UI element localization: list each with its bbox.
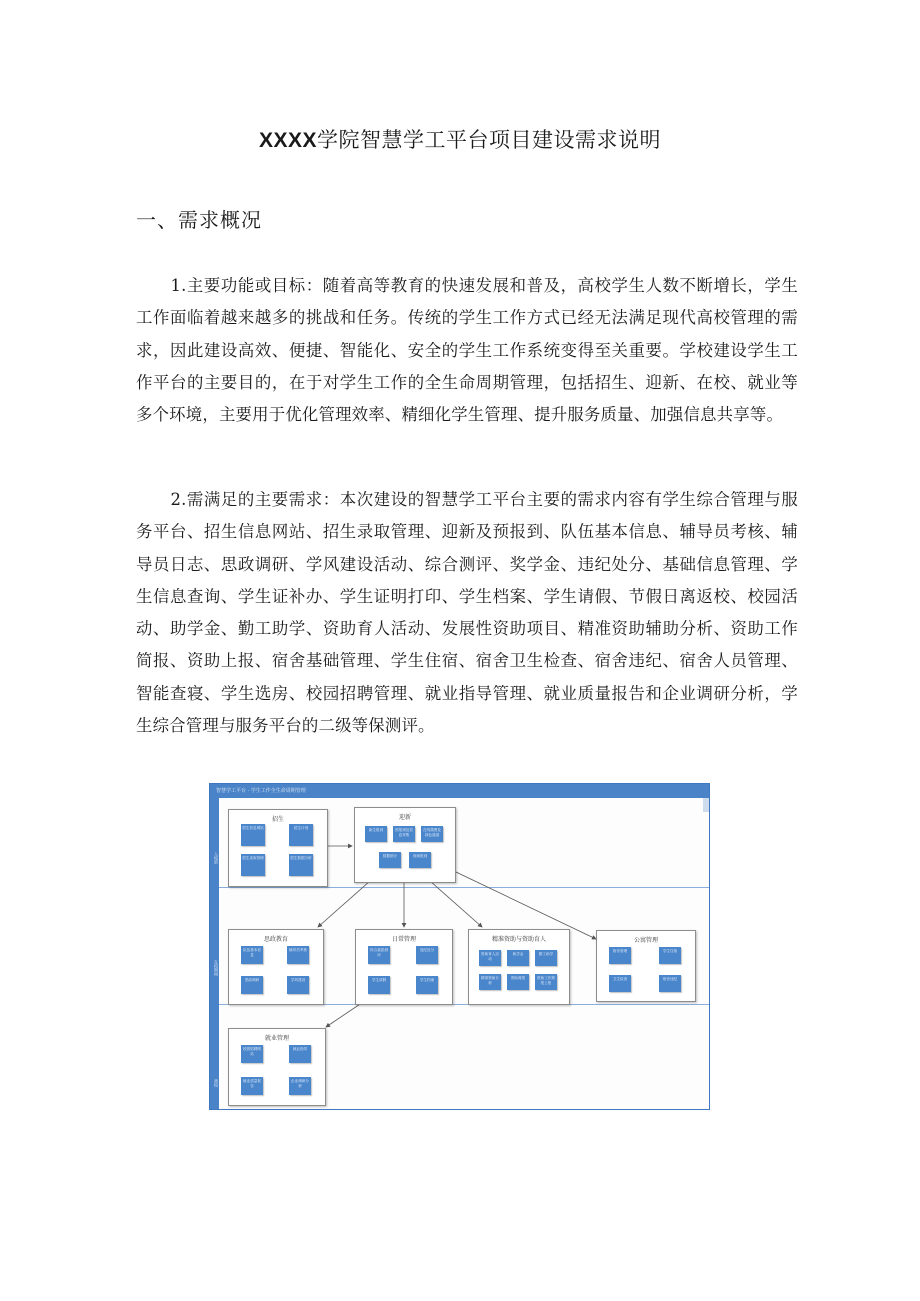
- module-box[interactable]: 综合素质测评: [368, 946, 390, 964]
- document-title-code: XXXX: [258, 129, 318, 152]
- group-title: 迎新: [398, 814, 411, 821]
- module-box[interactable]: 企业调研分析: [289, 1077, 311, 1095]
- module-box[interactable]: 招生数据分析: [289, 854, 313, 876]
- module-box[interactable]: 勤工助学: [535, 950, 557, 966]
- module-box[interactable]: 在线缴费及绿色通道: [421, 826, 443, 842]
- module-box[interactable]: 预报到及信息采集: [393, 826, 415, 842]
- module-box[interactable]: 新生报到: [365, 826, 387, 842]
- group-zhaosheng: [228, 809, 328, 887]
- arrow-yingxin-to-sizheng: [318, 881, 370, 927]
- module-box[interactable]: 数据统计: [379, 852, 401, 868]
- module-box[interactable]: 资助简报: [507, 974, 529, 990]
- group-sizheng: [228, 929, 324, 1005]
- module-box[interactable]: 卫生检查: [609, 975, 631, 992]
- module-box[interactable]: 就业指导: [289, 1045, 311, 1063]
- module-box[interactable]: 校园招聘网站: [241, 1045, 263, 1063]
- document-title-text: 学院智慧学工平台项目建设需求说明: [317, 128, 662, 152]
- module-box[interactable]: 队伍基本信息: [241, 946, 263, 964]
- architecture-diagram: [209, 783, 710, 1110]
- module-box[interactable]: 招生计划: [289, 824, 313, 846]
- rail-label-stage-3: 离校: [214, 1079, 219, 1087]
- group-title: 日常管理: [391, 936, 416, 943]
- group-title: 公寓管理: [633, 937, 658, 944]
- document-title: [0, 124, 920, 154]
- group-title: 精准资助与资助育人: [491, 936, 546, 943]
- module-box[interactable]: 学生档案: [416, 976, 438, 994]
- module-box[interactable]: 宿舍违纪: [659, 975, 681, 992]
- module-box[interactable]: 精准资助分析: [479, 974, 501, 990]
- module-box[interactable]: 助学金: [507, 950, 529, 966]
- module-box[interactable]: 辅导员考核: [287, 946, 309, 964]
- module-box[interactable]: 资助育人活动: [479, 950, 501, 966]
- arrow-yingxin-to-jingzhun: [430, 881, 482, 927]
- module-box[interactable]: 资助工作简报上报: [535, 974, 557, 990]
- group-gongyu: [596, 930, 696, 1002]
- module-box[interactable]: 学生请假: [368, 976, 390, 994]
- module-box[interactable]: 招生信息网站: [241, 824, 265, 846]
- group-jiuye: [228, 1028, 326, 1106]
- module-box[interactable]: 违纪处分: [416, 946, 438, 964]
- section-heading: 一、需求概况: [136, 208, 262, 232]
- diagram-header: 智慧学工平台 · 学生工作全生命周期管理: [210, 784, 709, 798]
- module-box[interactable]: 宿舍管理: [609, 947, 631, 964]
- module-box[interactable]: 学生住宿: [659, 947, 681, 964]
- paragraph-main-goals: 1.主要功能或目标：随着高等教育的快速发展和普及，高校学生人数不断增长，学生工作面临着越来越多的挑战和任务。传统的学生工作方式已经无法满足现代高校管理的需求，因此建设高效、便捷、智能化、安全的学生工作系统变得至关重要。学校建设学生工作平台的主要目的，在于对学生工作的全生命周期管理，包括招生、迎新、在校、就业等多个环境，主要用于优化管理效率、精细化学生管理、提升服务质量、加强信息共享等。: [136, 276, 798, 425]
- group-yingxin: [354, 807, 456, 883]
- module-box[interactable]: 学风建设: [287, 976, 309, 994]
- module-box[interactable]: 现场报到: [409, 852, 431, 868]
- group-title: 就业管理: [264, 1035, 289, 1042]
- group-title: 招生: [271, 816, 284, 823]
- rail-label-stage-1: 入校前: [214, 852, 219, 864]
- group-jingzhun: [468, 929, 570, 1005]
- paragraph-main-requirements: 2.需满足的主要需求：本次建设的智慧学工平台主要的需求内容有学生综合管理与服务平台、招生信息网站、招生录取管理、迎新及预报到、队伍基本信息、辅导员考核、辅导员日志、思政调研、学风建设活动、综合测评、奖学金、违纪处分、基础信息管理、学生信息查询、学生证补办、学生证明打印、学生档案、学生请假、节假日离返校、校园活动、助学金、勤工助学、资助育人活动、发展性资助项目、精准资助辅助分析、资助工作简报、资助上报、宿舍基础管理、学生住宿、宿舍卫生检查、宿舍违纪、宿舍人员管理、智能查寝、学生选房、校园招聘管理、就业指导管理、就业质量报告和企业调研分析，学生综合管理与服务平台的二级等保测评。: [136, 490, 798, 736]
- rail-label-stage-2: 在校期间: [214, 960, 219, 976]
- module-box[interactable]: 就业质量报告: [241, 1077, 263, 1095]
- group-title: 思政教育: [263, 936, 288, 943]
- group-richang: [355, 929, 453, 1005]
- module-box[interactable]: 招生录取管理: [241, 854, 265, 876]
- module-box[interactable]: 思政调研: [241, 976, 263, 994]
